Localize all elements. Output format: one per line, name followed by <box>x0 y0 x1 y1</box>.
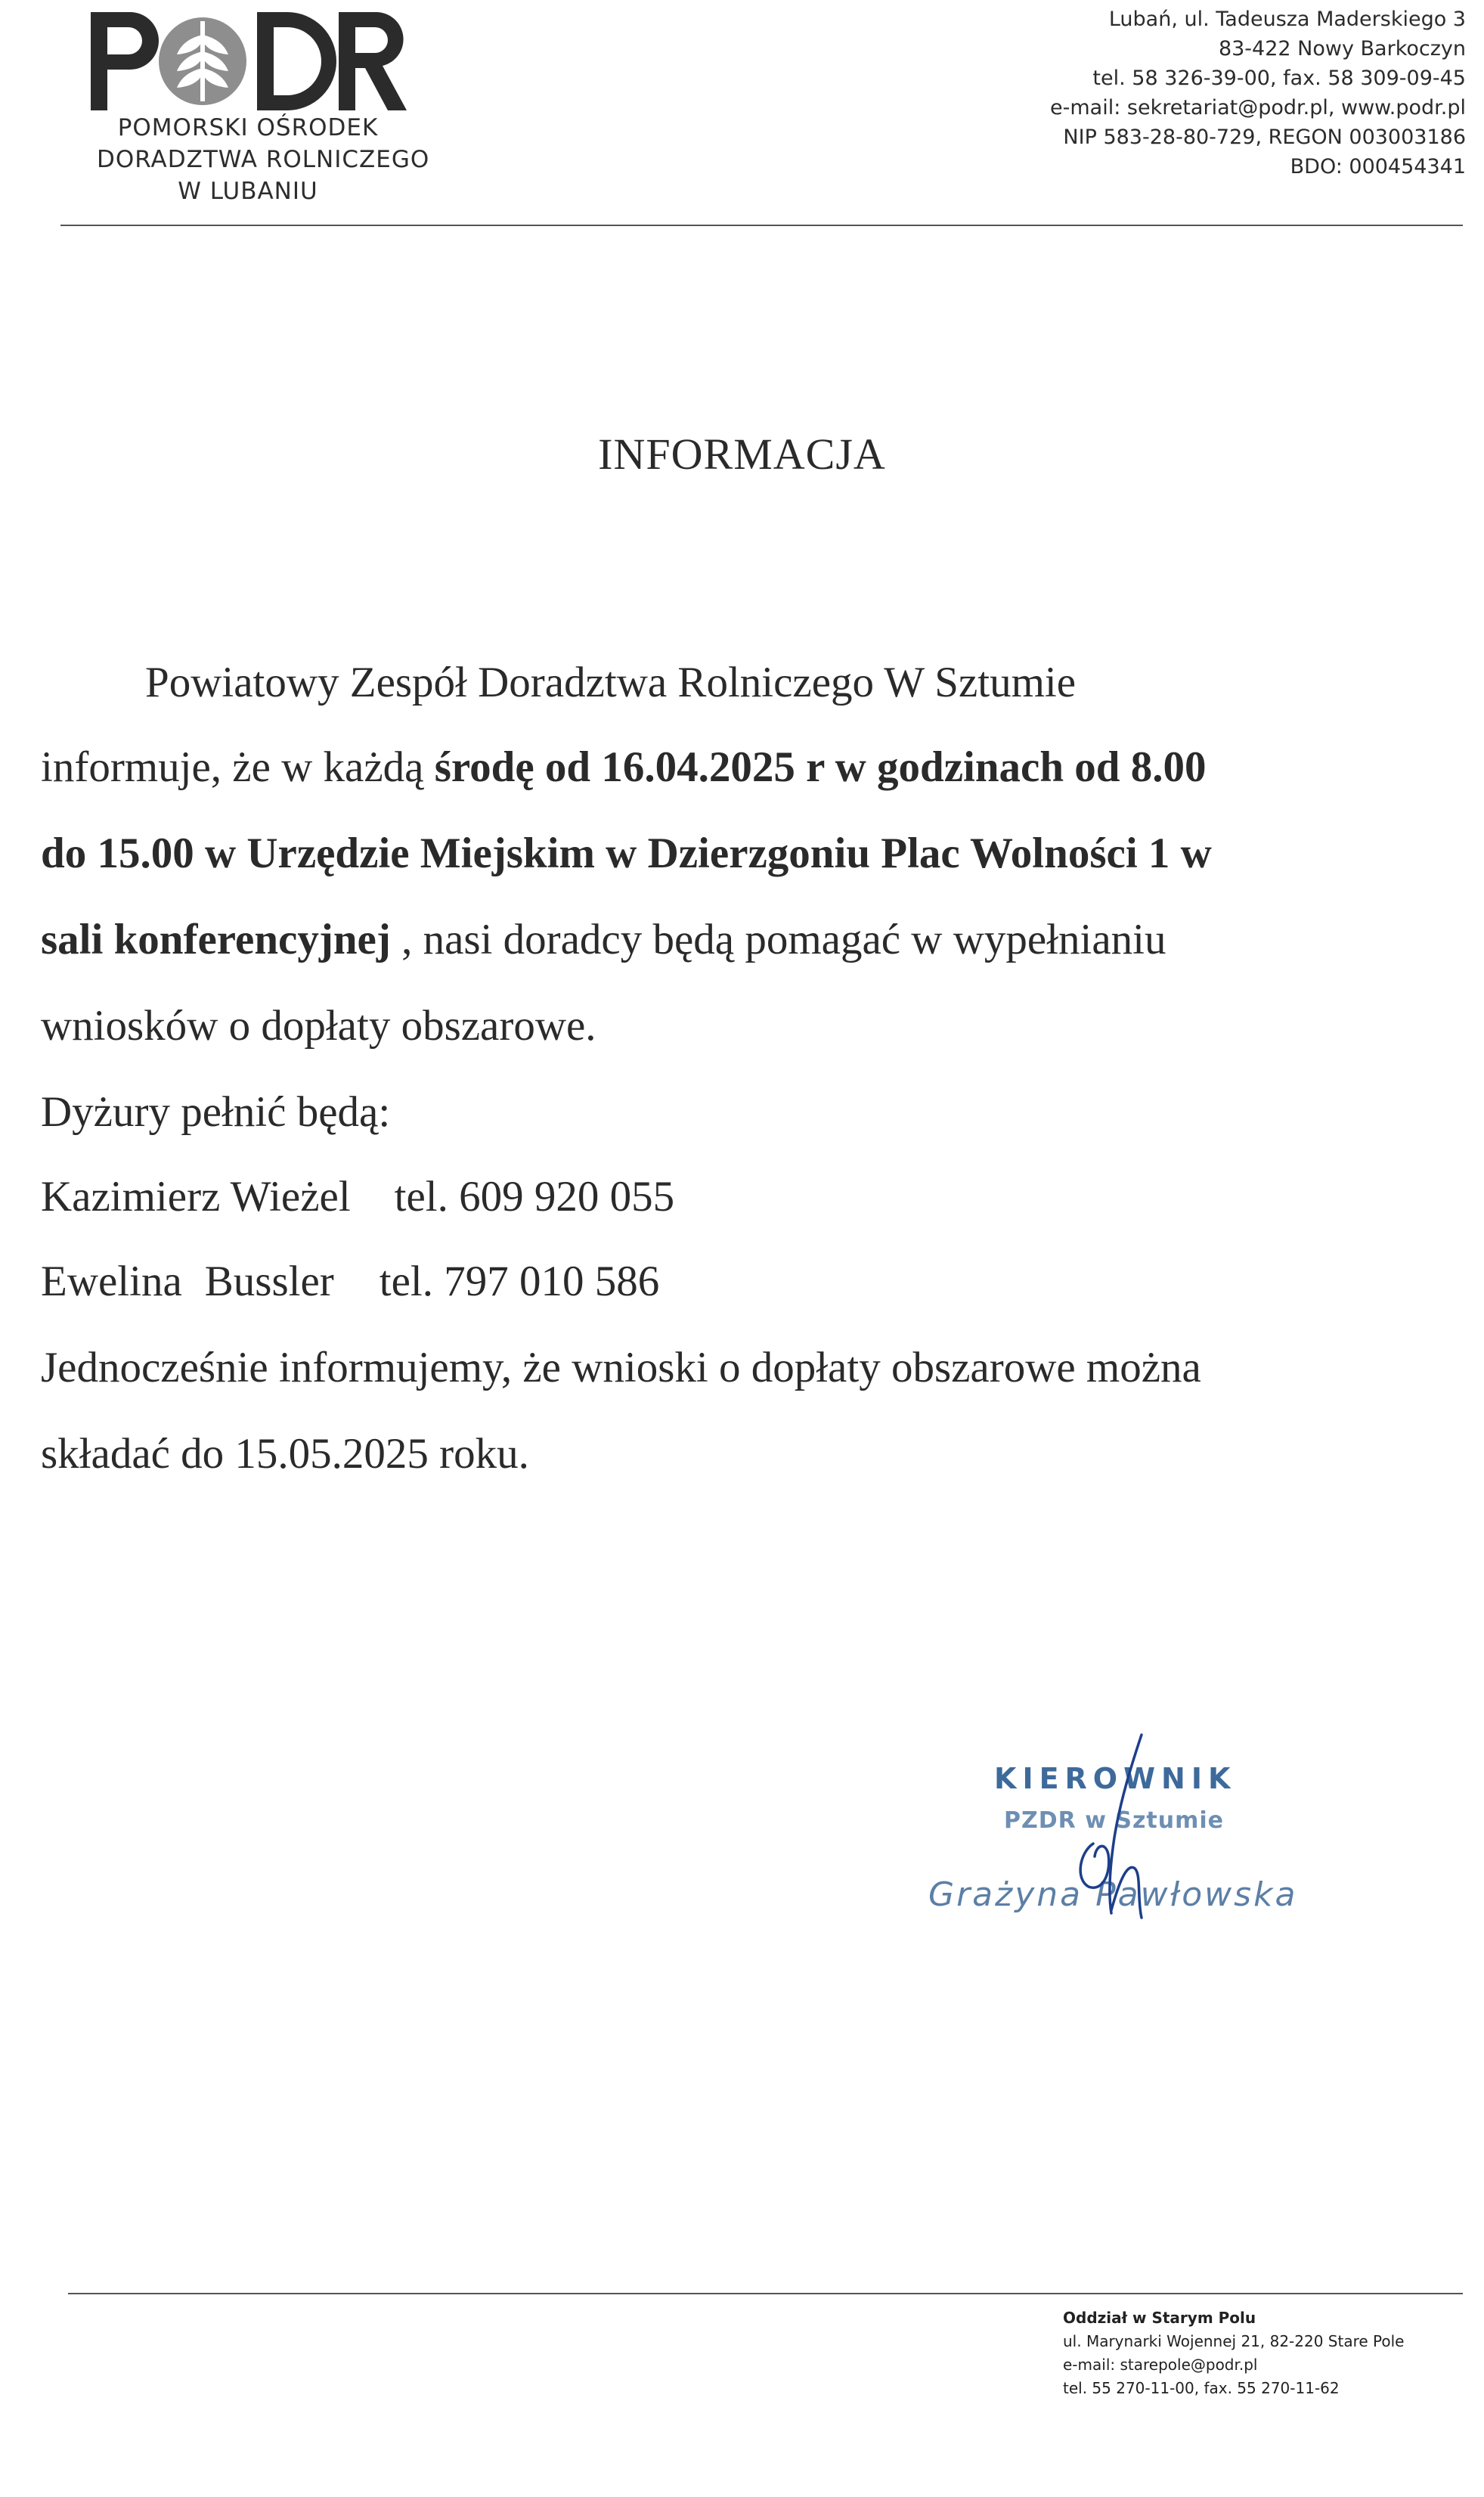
footer-phone: tel. 55 270-11-00, fax. 55 270-11-62 <box>1063 2379 1340 2397</box>
body-line-3-bold: do 15.00 w Urzędzie Miejskim w Dzierzgoniu Plac Wolności 1 w <box>41 830 1212 877</box>
person-2-phone: tel. 797 010 586 <box>379 1258 660 1305</box>
header-contact-block <box>846 5 1466 181</box>
person-1-phone: tel. 609 920 055 <box>394 1173 675 1221</box>
handwritten-signature <box>1036 1732 1187 1928</box>
body-line-closing-1: Jednocześnie informujemy, że wnioski o dopłaty obszarowe można <box>41 1344 1201 1391</box>
contact-nip-regon: NIP 583-28-80-729, REGON 003003186 <box>1063 126 1466 149</box>
stamp-name: Grażyna Pawłowska <box>928 1875 1298 1914</box>
body-line-closing-2: składać do 15.05.2025 roku. <box>41 1430 529 1478</box>
footer-divider <box>68 2293 1463 2294</box>
podr-wordmark-logo <box>89 5 407 118</box>
stamp-title: KIEROWNIK <box>994 1762 1237 1795</box>
contact-email: e-mail: sekretariat@podr.pl, www.podr.pl <box>1050 96 1466 119</box>
footer-address: ul. Marynarki Wojennej 21, 82-220 Stare Pole <box>1063 2332 1405 2350</box>
person-2-last-name: Bussler <box>204 1258 334 1305</box>
body-line-4-text: , nasi doradcy będą pomagać w wypełnianiu <box>390 916 1166 963</box>
footer-branch-info <box>1063 2306 1471 2400</box>
body-line-2-bold: środę od 16.04.2025 r w godzinach od 8.00 <box>434 743 1207 791</box>
podr-logo <box>89 0 430 212</box>
document-title: INFORMACJA <box>598 430 886 479</box>
footer-email: e-mail: starepole@podr.pl <box>1063 2356 1258 2374</box>
header-divider <box>60 225 1463 226</box>
contact-postal: 83-422 Nowy Barkoczyn <box>1218 37 1466 60</box>
logo-line-1: POMORSKI OŚRODEK <box>117 114 379 141</box>
person-1-name: Kazimierz Wieżel <box>41 1173 351 1221</box>
signature-stamp <box>922 1732 1315 1943</box>
body-line-5: wniosków o dopłaty obszarowe. <box>41 1002 596 1050</box>
footer-heading: Oddział w Starym Polu <box>1063 2309 1256 2327</box>
logo-line-3: W LUBANIU <box>178 178 318 205</box>
body-line-4 <box>41 915 1166 964</box>
body-line-4-bold: sali konferencyjnej <box>41 916 391 963</box>
contact-bdo: BDO: 000454341 <box>1290 155 1466 178</box>
body-line-3 <box>41 829 1212 878</box>
person-2-first-name: Ewelina <box>41 1258 182 1305</box>
logo-organization-name <box>97 112 430 207</box>
logo-line-2: DORADZTWA ROLNICZEGO <box>97 146 430 173</box>
duty-intro: Dyżury pełnić będą: <box>41 1088 391 1136</box>
contact-phone: tel. 58 326-39-00, fax. 58 309-09-45 <box>1092 67 1466 90</box>
body-line-2-text: informuje, że w każdą <box>41 743 435 791</box>
stamp-unit: PZDR w Sztumie <box>1004 1807 1225 1834</box>
contact-address: Lubań, ul. Tadeusza Maderskiego 3 <box>1108 8 1466 31</box>
duty-person-1 <box>41 1172 674 1221</box>
body-line-1: Powiatowy Zespół Doradztwa Rolniczego W Sztumie <box>145 659 1077 706</box>
body-line-2 <box>41 743 1207 792</box>
duty-person-2 <box>41 1257 659 1306</box>
